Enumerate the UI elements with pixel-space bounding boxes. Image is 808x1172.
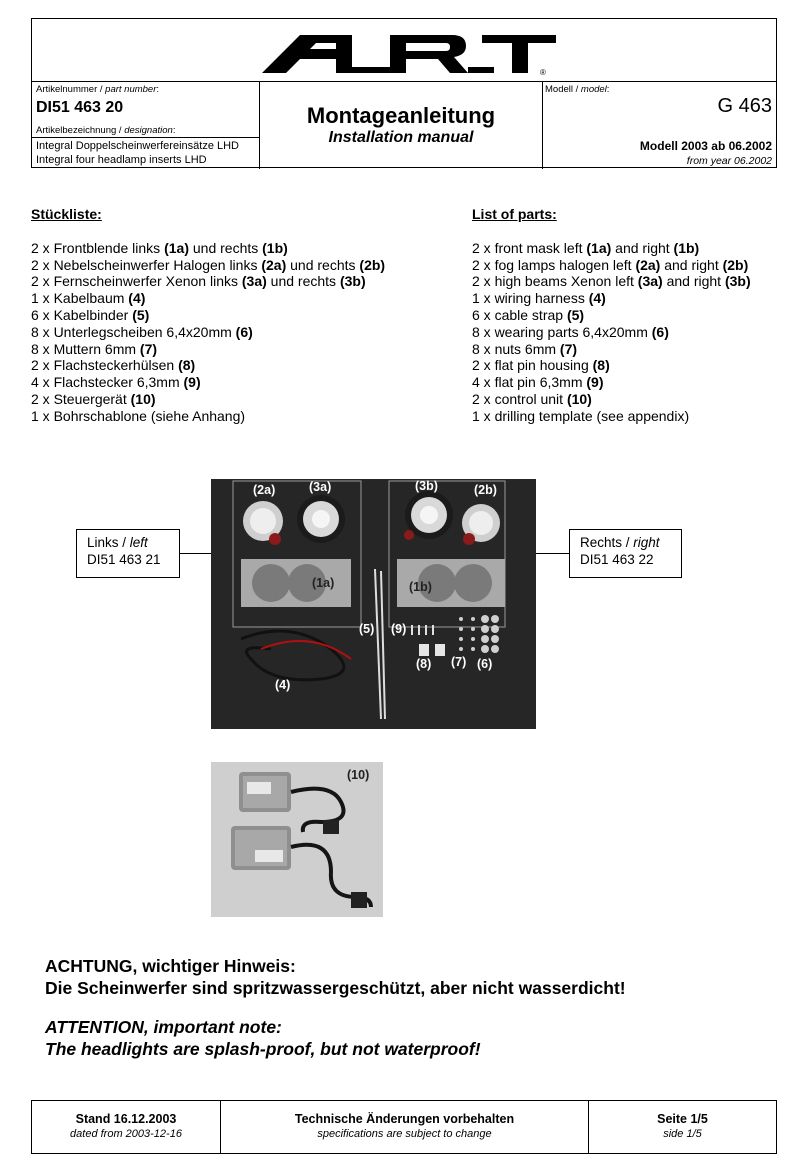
parts-list-item: 2 x fog lamps halogen left (2a) and right (2b): [472, 256, 749, 273]
designation-cell: [32, 137, 259, 169]
part-number-label: Artikelnummer / part number:: [36, 84, 160, 95]
logo-row: [32, 19, 776, 82]
designation-en: Integral four headlamp inserts LHD: [36, 154, 207, 166]
note-heading-de: ACHTUNG, wichtiger Hinweis:: [45, 956, 296, 976]
label-9: (9): [391, 622, 407, 636]
footer-page-en: side 1/5: [663, 1128, 702, 1140]
footer-date-cell: [32, 1101, 221, 1153]
footer-changes-de: Technische Änderungen vorbehalten: [294, 1112, 515, 1126]
label-1b: (1b): [409, 580, 432, 594]
parts-list-item: 4 x flat pin 6,3mm (9): [472, 374, 604, 391]
part-number-cell: [32, 81, 259, 138]
document-header: [31, 18, 777, 168]
parts-list-item: 2 x Fernscheinwerfer Xenon links (3a) und rechts (3b): [31, 273, 366, 290]
label-10: (10): [347, 768, 370, 782]
label-4: (4): [275, 678, 291, 692]
designation-de: Integral Doppelscheinwerfereinsätze LHD: [36, 140, 239, 152]
parts-list-item: 2 x Nebelscheinwerfer Halogen links (2a) und rechts (2b): [31, 256, 386, 273]
footer-dated: dated from 2003-12-16: [70, 1128, 182, 1140]
footer-stand: Stand 16.12.2003: [75, 1112, 177, 1126]
parts-items-en: [472, 240, 792, 425]
parts-items-de: [31, 240, 451, 425]
footer-changes-en: specifications are subject to change: [317, 1128, 492, 1140]
registered-mark: ®: [540, 68, 546, 77]
footer-page-cell: [589, 1101, 776, 1153]
parts-list-item: 2 x Steuergerät (10): [31, 390, 156, 407]
model-year-en: from year 06.2002: [686, 155, 772, 167]
parts-list-item: 1 x Bohrschablone (siehe Anhang): [31, 407, 246, 424]
parts-list-item: 2 x high beams Xenon left (3a) and right (3b): [472, 273, 751, 290]
title-de: Montageanleitung: [306, 103, 496, 128]
parts-list-item: 8 x nuts 6mm (7): [472, 340, 578, 357]
parts-list-de: [31, 206, 451, 425]
parts-list-item: 8 x Unterlegscheiben 6,4x20mm (6): [31, 323, 253, 340]
parts-photo: [211, 479, 536, 729]
part-number: DI51 463 20: [36, 99, 124, 116]
parts-list-item: 4 x Flachstecker 6,3mm (9): [31, 374, 201, 391]
document-footer: [31, 1100, 777, 1154]
title-cell: [259, 81, 543, 169]
art-logo: [260, 29, 560, 77]
label-2a: (2a): [253, 483, 276, 497]
parts-heading-de: Stückliste:: [31, 206, 102, 222]
parts-list-item: 6 x Kabelbinder (5): [31, 306, 150, 323]
callout-left: Links / left DI51 463 21: [76, 529, 180, 578]
label-2b: (2b): [474, 483, 497, 497]
parts-list-en: [472, 206, 792, 425]
title-en: Installation manual: [328, 129, 474, 146]
parts-list-item: 6 x cable strap (5): [472, 306, 585, 323]
footer-page-de: Seite 1/5: [657, 1112, 708, 1126]
label-8: (8): [416, 657, 432, 671]
parts-list-item: 8 x Muttern 6mm (7): [31, 340, 158, 357]
label-1a: (1a): [312, 576, 335, 590]
parts-list-item: 1 x drilling template (see appendix): [472, 407, 690, 424]
label-7: (7): [451, 655, 467, 669]
model-label: Modell / model:: [545, 84, 610, 95]
model-cell: [541, 81, 778, 169]
footer-changes-cell: [221, 1101, 589, 1153]
label-5: (5): [359, 622, 375, 636]
note-text-en: The headlights are splash-proof, but not waterproof!: [45, 1039, 481, 1059]
note-text-de: Die Scheinwerfer sind spritzwassergeschützt, aber nicht wasserdicht!: [45, 978, 626, 998]
designation-label: Artikelbezeichnung / designation:: [36, 125, 176, 136]
callout-right: Rechts / right DI51 463 22: [569, 529, 682, 578]
parts-list-item: 1 x Kabelbaum (4): [31, 290, 146, 307]
model-year-de: Modell 2003 ab 06.2002: [639, 139, 772, 153]
label-6: (6): [477, 657, 493, 671]
parts-list-item: 2 x front mask left (1a) and right (1b): [472, 239, 700, 256]
parts-list-item: 2 x control unit (10): [472, 390, 592, 407]
model-value: G 463: [717, 95, 772, 117]
parts-list-item: 2 x Flachsteckerhülsen (8): [31, 357, 196, 374]
parts-heading-en: List of parts:: [472, 206, 557, 222]
parts-list-item: 2 x flat pin housing (8): [472, 357, 610, 374]
parts-list-item: 2 x Frontblende links (1a) und rechts (1b): [31, 239, 288, 256]
control-unit-photo: [211, 762, 383, 917]
note-heading-en: ATTENTION, important note:: [45, 1017, 282, 1037]
parts-list-item: 8 x wearing parts 6,4x20mm (6): [472, 323, 669, 340]
parts-list-item: 1 x wiring harness (4): [472, 290, 606, 307]
label-3b: (3b): [415, 479, 438, 493]
control-unit-drawing: [211, 762, 383, 917]
label-3a: (3a): [309, 480, 332, 494]
parts-photo-drawing: [211, 479, 536, 729]
